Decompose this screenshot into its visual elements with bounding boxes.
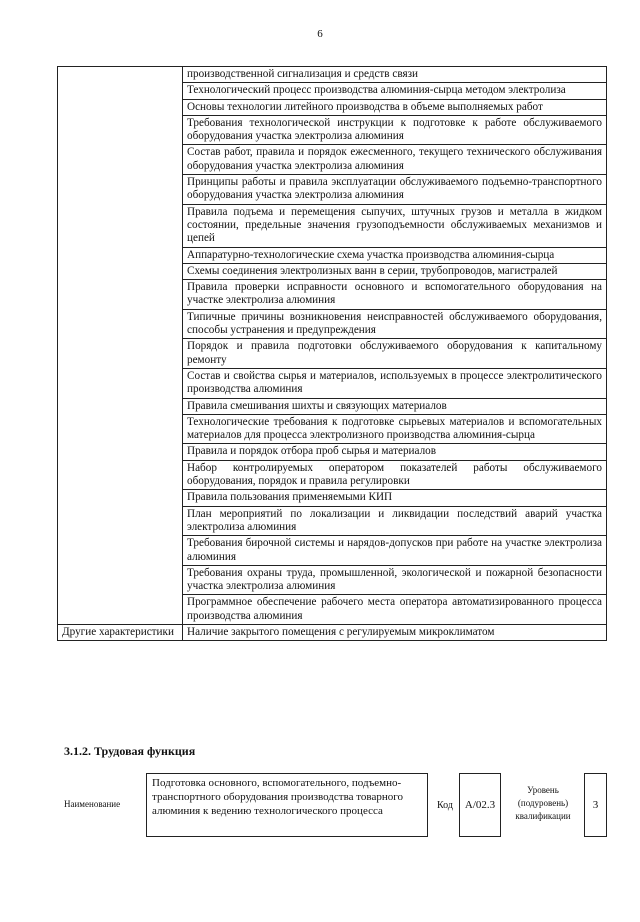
requirement-item: Правила и порядок отбора проб сырья и материалов (183, 444, 607, 460)
requirement-item: Схемы соединения электролизных ванн в серии, трубопроводов, магистралей (183, 263, 607, 279)
table-row (58, 67, 607, 83)
labor-function-code-value: A/02.3 (459, 773, 501, 837)
requirement-item: Правила смешивания шихты и связующих материалов (183, 398, 607, 414)
other-characteristics-label: Другие характеристики (58, 624, 183, 640)
page-number: 6 (317, 28, 323, 40)
requirement-item: План мероприятий по локализации и ликвидации последствий аварий участка электролиза алюминия (183, 506, 607, 536)
empty-label-cell (58, 67, 183, 625)
requirement-item: производственной сигнализация и средств связи (183, 67, 607, 83)
requirement-item: Правила подъема и перемещения сыпучих, штучных грузов и металла в жидком состоянии, предельные значения грузоподъемности обслуживаемых механизмов и цепей (183, 204, 607, 247)
requirement-item: Программное обеспечение рабочего места оператора автоматизированного процесса производства алюминия (183, 595, 607, 625)
labor-function-name-value: Подготовка основного, вспомогательного, подъемно-транспортного оборудования производства товарного алюминия к ведению технологического процесса (146, 773, 428, 837)
requirement-item: Правила проверки исправности основного и вспомогательного оборудования на участке электролиза алюминия (183, 280, 607, 310)
requirement-item: Технологические требования к подготовке сырьевых материалов и вспомогательных материалов для процесса электролизного производства алюминия-сырца (183, 414, 607, 444)
requirement-item: Основы технологии литейного производства в объеме выполняемых работ (183, 99, 607, 115)
requirement-item: Набор контролируемых оператором показателей работы обслуживаемого оборудования, порядок и правила регулировки (183, 460, 607, 490)
requirement-item: Требования технологической инструкции к подготовке к работе обслуживаемого оборудования участка электролиза алюминия (183, 115, 607, 145)
requirement-item: Технологический процесс производства алюминия-сырца методом электролиза (183, 83, 607, 99)
other-characteristics-value: Наличие закрытого помещения с регулируемым микроклиматом (183, 624, 607, 640)
table-row (58, 624, 607, 640)
requirement-item: Правила пользования применяемыми КИП (183, 490, 607, 506)
requirements-table-body (58, 67, 607, 641)
requirement-item: Типичные причины возникновения неисправностей обслуживаемого оборудования, способы устранения и предупреждения (183, 309, 607, 339)
requirement-item: Требования охраны труда, промышленной, экологической и пожарной безопасности участка электролиза алюминия (183, 565, 607, 595)
labor-function-name-label: Наименование (64, 799, 121, 809)
section-heading: 3.1.2. Трудовая функция (64, 744, 196, 758)
requirements-table (57, 66, 607, 641)
requirement-item: Аппаратурно-технологические схема участка производства алюминия-сырца (183, 247, 607, 263)
requirement-item: Состав и свойства сырья и материалов, используемых в процессе электролитического производства алюминия (183, 368, 607, 398)
requirement-item: Принципы работы и правила эксплуатации обслуживаемого подъемно-транспортного оборудования участка электролиза алюминия (183, 175, 607, 205)
qualification-level-label: Уровень (подуровень) квалификации (515, 785, 571, 821)
labor-function-code-label: Код (437, 800, 453, 811)
requirement-item: Состав работ, правила и порядок ежесменного, текущего технического обслуживания оборудования участка электролиза алюминия (183, 145, 607, 175)
qualification-level-value: 3 (584, 773, 607, 837)
requirement-item: Порядок и правила подготовки обслуживаемого оборудования к капитальному ремонту (183, 339, 607, 369)
requirement-item: Требования бирочной системы и нарядов-допусков при работе на участке электролиза алюминия (183, 536, 607, 566)
